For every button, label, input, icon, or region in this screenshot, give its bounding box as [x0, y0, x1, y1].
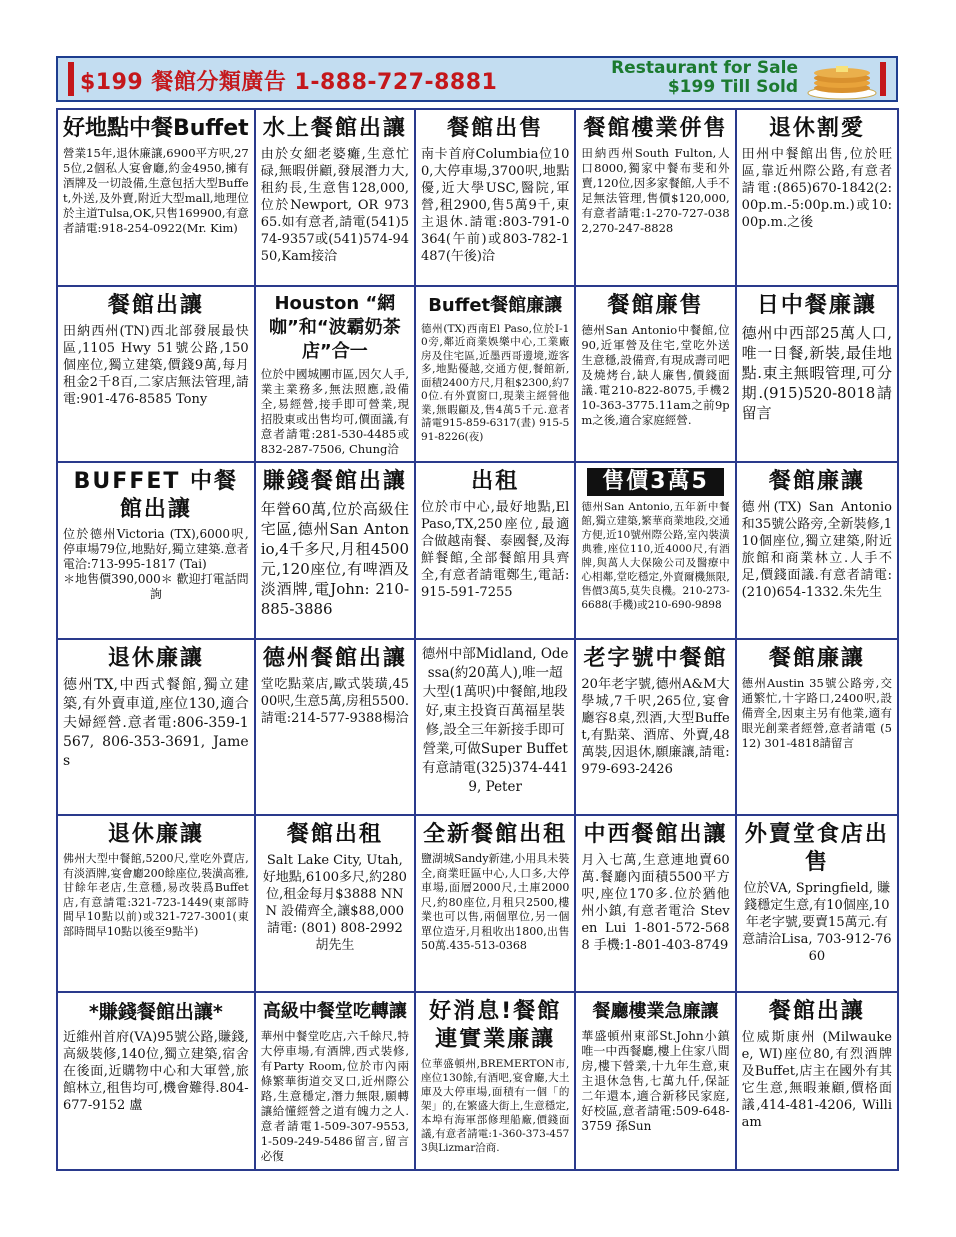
banner-sale-line1: Restaurant for Sale	[611, 58, 798, 78]
ad-cell	[58, 640, 256, 817]
ad-cell	[416, 640, 576, 817]
ad-title: 餐館廉讓	[768, 645, 865, 671]
ad-body: 年營60萬,位於高級住宅區,德州San Antonio,4千多尺,月租4500元,120座位,有啤酒及淡酒牌,電John: 210-885-3886	[260, 500, 410, 618]
ad-body: 營業15年,退休廉讓,6900平方呎,275位,2個私人宴會廳,約金4950,擁有酒牌及一切設備,生意包括大型Buffet,外送,及外賣,附近大型mall,地理位於主道Tulsa,OK,只售169900,有意者請電:918-254-0922(Mr. Kim)	[63, 146, 249, 235]
ad-body: 位於德州Victoria (TX),6000呎,停車場79位,地點好,獨立建築.意者電洽:713-995-1817 (Tai)	[63, 527, 249, 571]
ad-body: 德州中部Midland, Odessa(約20萬人),唯一超大型(1萬呎)中餐館,地段好,東主投資百萬福星裝修,設全三年新接手即可營業,可做Super Buffet有意請電(325)374-4419, Peter	[421, 645, 569, 795]
ad-cell	[416, 993, 576, 1170]
ad-title: 餐館出讓	[768, 998, 865, 1024]
ad-cell	[576, 640, 736, 817]
ad-body: 華州中餐堂吃店,六千餘尺,特大停車場,有酒牌,西式裝修,有Party Room,位於市內兩條繁華街道交叉口,近州際公路,生意穩定,潛力無限,願轉讓給懂經營之道有魄力之人.意者請電1-509-307-9553,1-509-249-5486留言,留言必復	[260, 1028, 410, 1163]
ad-body: 南卡首府Columbia位100,大停車場,3700呎,地點優,近大學USC,醫院,軍營,租2900,售5萬9千,東主退休.請電:803-791-0364(午前)或803-782-1487(午後)洽	[421, 147, 570, 264]
ad-title: 好消息!餐館連實業廉讓	[429, 998, 562, 1052]
ad-body: 鹽湖城Sandy新建,小用具未裝全,商業旺區中心,人口多,大停車場,面層2000尺,土庫2000尺,約80座位,月租只2500,樓業也可以售,兩個單位,另一個單位造牙,月租收出1800,出售50萬.435-513-0368	[421, 852, 570, 952]
ad-title: 售價3萬5	[587, 468, 723, 496]
ad-cell	[416, 287, 576, 464]
ad-title: 餐館廉讓	[768, 469, 865, 494]
ad-title: 餐館出售	[447, 116, 544, 141]
pancake-icon	[806, 61, 878, 99]
ad-title: 賺錢餐館出讓	[262, 469, 407, 494]
ad-title: 德州餐館出讓	[262, 645, 407, 671]
ad-cell	[737, 110, 897, 287]
ad-title: 好地點中餐Buffet	[63, 116, 249, 141]
ad-body: 田納西州(TN)西北部發展最快區,1105 Hwy 51號公路,150個座位,獨立建築,價錢9萬,每月租金2千8百,二家店無法管理,請電:901-476-8585 Tony	[63, 323, 249, 407]
ad-cell	[256, 287, 416, 464]
ad-body: 田州中餐館出售,位於旺區,靠近州際公路,有意者請電:(865)670-1842(2:00p.m.-5:00p.m.)或10:00p.m.之後	[741, 147, 892, 230]
ad-body: 位於市中心,最好地點,El Paso,TX,250座位,最適合做越南餐、泰國餐,及海鮮餐館,全部餐館用具齊全,有意者請電鄭生,電話:915-591-7255	[421, 500, 570, 600]
ad-title: 中西餐館出讓	[583, 822, 728, 847]
ad-cell	[416, 816, 576, 993]
ad-body: 德州(TX) San Antonio和35號公路旁,全新裝修,110個座位,獨立建築,附近旅館和商業林立.人手不足,價錢面議.有意者請電:(210)654-1332.朱先生	[741, 500, 892, 600]
ad-body: 華盛頓州東部St.John小鎮唯一中西餐廳,樓上住家八間房,樓下營業,十九年生意,東主退休急售,七萬九仟,保証二年還本,適合新移民家庭,好校區,意者請電:509-648-3759 孫Sun	[581, 1028, 730, 1133]
ad-title: 水上餐館出讓	[262, 116, 407, 141]
ad-cell	[256, 110, 416, 287]
ad-cell	[256, 640, 416, 817]
ad-title: Houston “網咖”和“波霸奶茶店”合一	[269, 292, 401, 362]
ad-cell	[737, 993, 897, 1170]
ad-body: 德州(TX)西南El Paso,位於I-10旁,鄰近商業娛樂中心,工業廠房及住宅區,近墨西哥邊境,遊客多,地點優越,交通方便,餐館新,面積2400方尺,月租$2300,約70位.有外賣窗口,現業主經營他業,無暇顧及,售4萬5千元.意者請電915-859-6317(晝) 915-591-8226(夜)	[421, 322, 570, 443]
ad-title: 退休廉讓	[107, 645, 204, 671]
ad-body: 德州中西部25萬人口,唯一日餐,新裝,最佳地點.東主無暇管理,可分期.(915)520-8018請留言	[741, 323, 892, 422]
ad-title: 外賣堂食店出售	[744, 822, 889, 875]
ad-cell	[58, 463, 256, 640]
ad-title: 餐廳樓業急廉讓	[592, 1000, 719, 1022]
ad-body: 位於VA, Springfield, 賺錢穩定生意,有10個座,10年老字號,要賣15萬元.有意請洽Lisa, 703-912-7660	[742, 881, 892, 964]
classified-ads-grid	[56, 108, 899, 1171]
ad-title: 老字號中餐館	[583, 645, 728, 671]
ad-body: 位華盛頓州,BREMERTON市,座位130餘,有酒吧,宴會廳,大土庫及大停車場,面積有一個「的架」的,在繁盛大街上,生意穩定,本埠有海軍部修理船廠,價錢面議,有意者請電:1-360-373-4573與Lizmar洽商.	[421, 1057, 570, 1154]
ad-body: 田納西州South Fulton,人口8000,獨家中餐布斐和外賣,120位,因多家餐館,人手不足無法管理,售價$120,000,有意者請電:1-270-727-0382,270-247-8828	[581, 146, 730, 235]
ad-body: 德州San Antonio中餐館,位90,近軍營及住宅,堂吃外送生意穩,設備齊,有現成壽司吧及燒烤台,缺人廉售,價錢面議.電210-822-8075,手機210-363-3775.11am之前9pm之後,適合家庭經營.	[581, 322, 730, 427]
ad-cell	[576, 110, 736, 287]
ad-cell	[58, 993, 256, 1170]
banner-left-bar	[68, 62, 74, 96]
ad-cell	[416, 110, 576, 287]
ad-title: *賺錢餐館出讓*	[88, 1000, 223, 1023]
ad-cell	[576, 463, 736, 640]
ad-body: 德州Austin 35號公路旁,交通繁忙,十字路口,2400呎,設備齊全,因東主另有他業,適有眼光創業者經營,意者請電 (512) 301-4818請留言	[741, 675, 892, 750]
ad-body: 月入七萬,生意連地賣60萬.餐廳內面積5500平方呎,座位170多.位於猶他州小鎮,有意者電洽 Steven Lui 1-801-572-5688 手機:1-801-403-8749	[581, 853, 730, 953]
ad-note: ＊地售價390,000＊ 歡迎打電話問詢	[63, 572, 249, 601]
banner-headline: $199 餐館分類廣告 1-888-727-8881	[80, 70, 498, 95]
ad-cell	[737, 287, 897, 464]
ad-body: 位於中國城團市區,因欠人手,業主業務多,無法照應,設備全,易經營,接手即可營業,現招股東或出售均可,價面議,有意者請電:281-530-4485或832-287-7506, Chung洽	[260, 366, 410, 456]
ad-cell	[576, 287, 736, 464]
ad-body: 20年老字號,德州A&M大學城,7千呎,265位,宴會廳容8桌,烈酒,大型Buffet,有點菜、酒席、外賣,48萬裝,因退休,願廉讓,請電:979-693-2426	[581, 676, 730, 777]
ad-cell	[737, 463, 897, 640]
ad-body: 近維州首府(VA)95號公路,賺錢,高級裝修,140位,獨立建築,宿舍在後面,近購物中心和大軍營,旅館林立,租售均可,機會難得.804-677-9152 盧	[63, 1029, 249, 1113]
ad-cell	[737, 640, 897, 817]
ad-title: 日中餐廉讓	[756, 292, 877, 318]
ad-title: 餐館樓業併售	[583, 116, 728, 141]
ad-title: 餐館廉售	[607, 292, 704, 318]
ad-cell	[256, 463, 416, 640]
ad-cell	[256, 816, 416, 993]
ad-title: 餐館出讓	[107, 292, 204, 318]
ad-body: 由於女細老婆癱,生意忙碌,無暇併顧,發展潛力大,租約長,生意售128,000,位於Newport, OR 97365.如有意者,請電(541)574-9357或(541)574-9450,Kam接洽	[260, 147, 410, 264]
ad-title: Buffet餐館廉讓	[428, 294, 563, 316]
ad-cell	[256, 993, 416, 1170]
ad-title: 全新餐館出租	[423, 822, 568, 847]
header-banner	[56, 56, 898, 102]
ad-body: 德州San Antonio,五年新中餐館,獨立建築,繁華商業地段,交通方便,近10號州際公路,室內裝潢典雅,座位110,近4000尺,有酒牌,與萬人大保險公司及醫療中心相鄰,堂吃穩定,外賣爾機無限,售價3萬5,莫失良機。210-273-6688(手機)或210-690-9898	[581, 501, 730, 611]
ad-body: Salt Lake City, Utah, 好地點,6100多尺,約280位,租金每月$3888 NNN 設備齊全,讓$88,000 請電: (801) 808-2992 胡先生	[262, 853, 407, 953]
ad-title: 餐館出租	[286, 822, 383, 847]
ad-title: 退休廉讓	[107, 822, 204, 847]
ad-cell	[58, 287, 256, 464]
ad-title: BUFFET 中餐館出讓	[73, 469, 239, 522]
banner-sale-text	[560, 59, 798, 97]
ad-body: 位威斯康州 (Milwaukee, WI)座位80,有烈酒牌及Buffet,店主在國外有其它生意,無暇兼顧,價格面議,414-481-4206, William	[741, 1029, 892, 1130]
banner-sale-line2: $199 Till Sold	[667, 77, 798, 97]
ad-cell	[576, 993, 736, 1170]
ad-body: 堂吃點菜店,歐式裝璜,4500呎,生意5萬,房租5500.請電:214-577-9388楊洽	[260, 676, 410, 726]
ad-cell	[416, 463, 576, 640]
ad-cell	[58, 110, 256, 287]
ad-title: 退休割愛	[768, 116, 865, 141]
ad-cell	[576, 816, 736, 993]
banner-right-bar	[880, 62, 886, 96]
ad-cell	[58, 816, 256, 993]
ad-title: 出租	[471, 469, 520, 494]
ad-title: 高級中餐堂吃轉讓	[262, 1000, 407, 1022]
ad-body: 德州TX,中西式餐館,獨立建築,有外賣車道,座位130,適合夫婦經營.意者電:806-359-1567, 806-353-3691, James	[63, 676, 249, 769]
ad-body: 佛州大型中餐館,5200尺,堂吃外賣店,有淡酒牌,宴會廳200餘座位,裝潢高雅,甘餘年老店,生意穩,易改裝爲Buffet店,有意請電:321-723-1449(東部時間早10點以前)或321-727-3001(東部時間早10點以後至9點半)	[63, 852, 249, 938]
ad-cell	[737, 816, 897, 993]
